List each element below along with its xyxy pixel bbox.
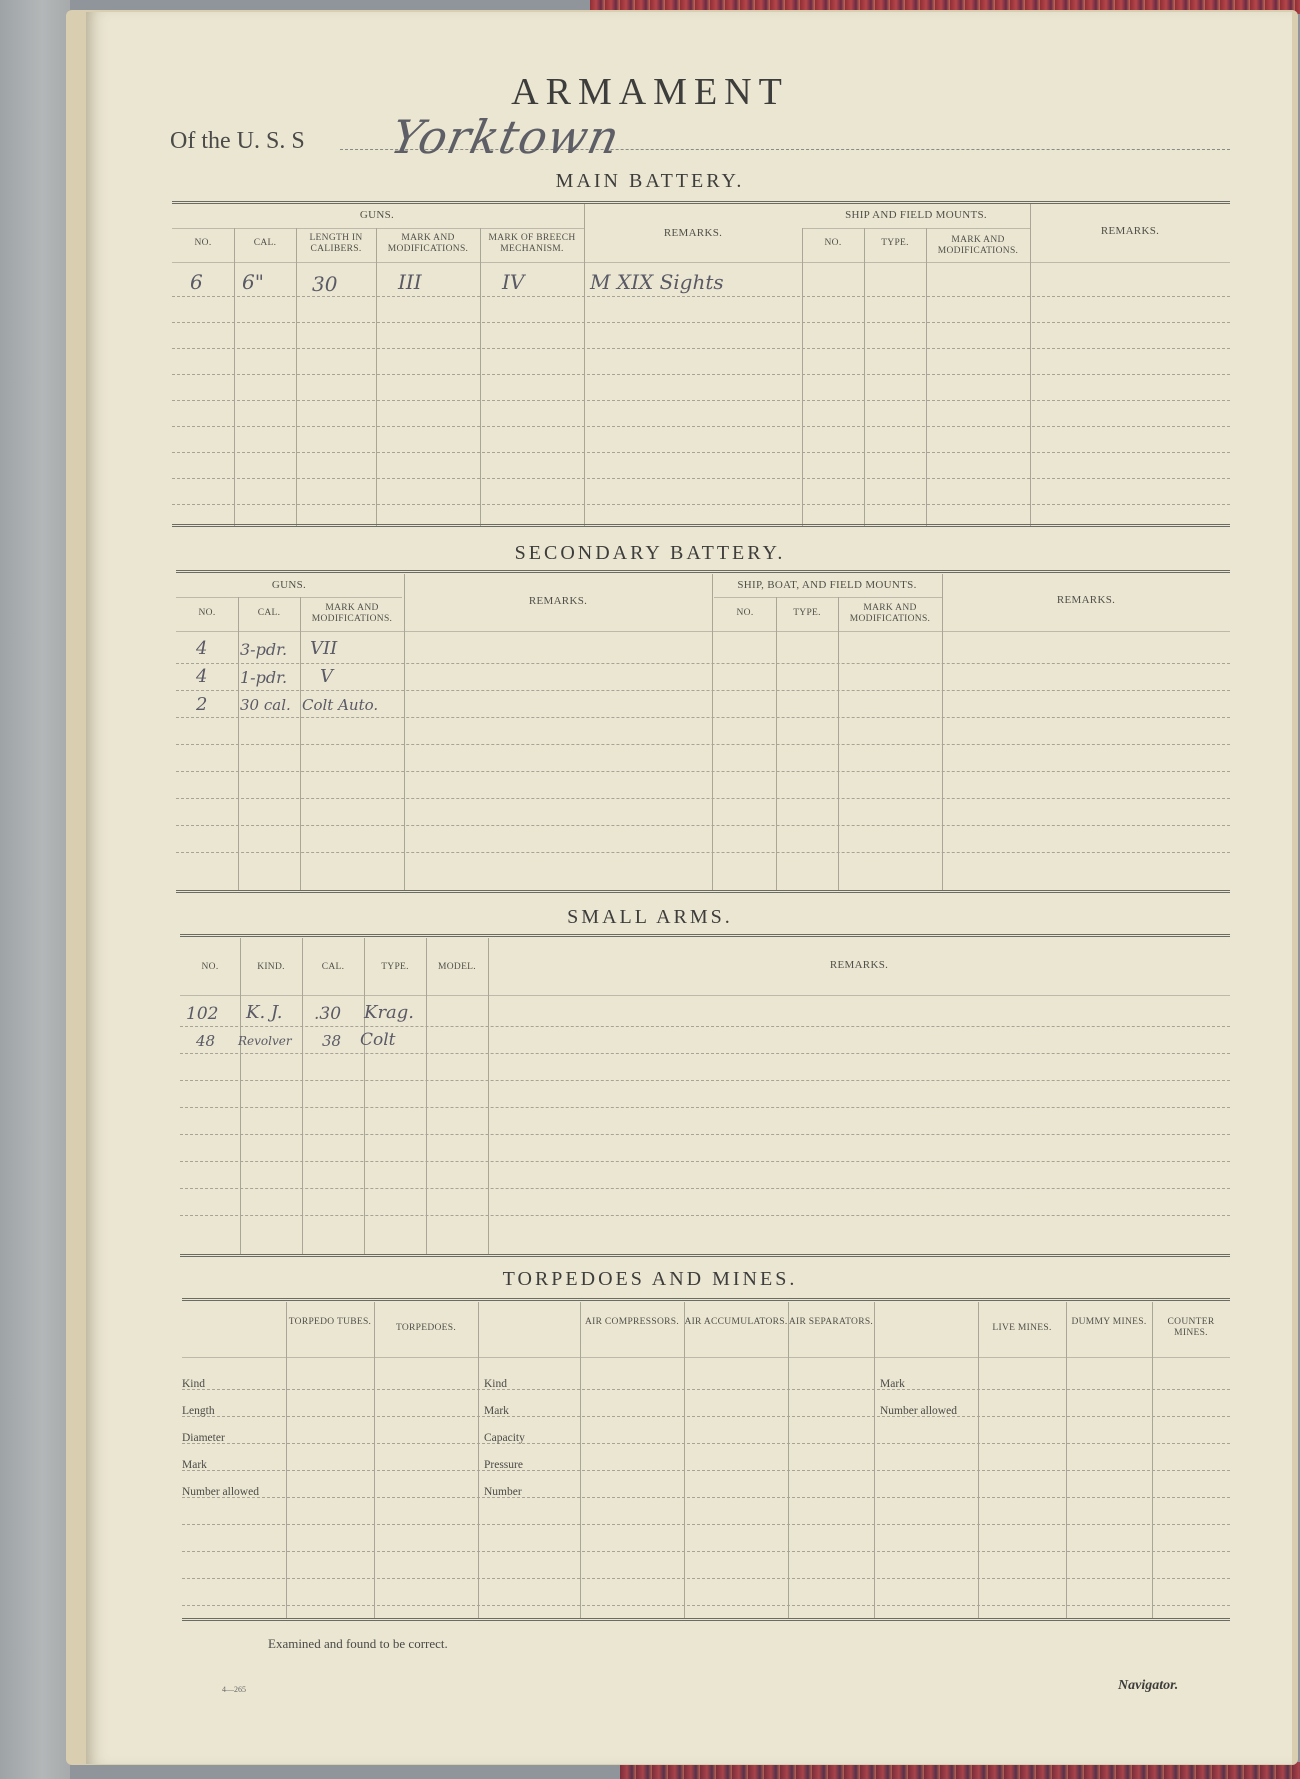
small-arms-col-divider: [240, 938, 241, 1254]
secondary-row-no: 4: [196, 666, 208, 687]
secondary-row-line: [176, 690, 1230, 691]
air-label-mark: Mark: [484, 1405, 509, 1417]
page-title: ARMAMENT: [511, 71, 789, 113]
main-row-line: [172, 426, 1230, 427]
secondary-row-line: [176, 825, 1230, 826]
form-number: 4—265: [222, 1685, 246, 1694]
small-arms-header-no: NO.: [201, 962, 219, 972]
main-row-line: [172, 452, 1230, 453]
main-header-no: NO.: [194, 238, 212, 248]
main-battery-title: MAIN BATTERY.: [555, 170, 745, 192]
secondary-battery-bottom-rule: [176, 890, 1230, 893]
main-col-divider: [926, 228, 927, 526]
main-col-divider: [296, 228, 297, 526]
main-col-divider: [376, 228, 377, 526]
main-row-remarks: M XIX Sights: [590, 270, 724, 294]
secondary-col-divider: [942, 574, 943, 891]
secondary-row-line: [176, 771, 1230, 772]
torpedo-row-line: [182, 1416, 1230, 1417]
small-arms-row-line: [180, 1080, 1230, 1081]
torpedo-row-line: [182, 1443, 1230, 1444]
small-arms-col-divider: [488, 938, 489, 1254]
main-header-cal: CAL.: [253, 238, 277, 248]
main-guns-group-header: GUNS.: [359, 209, 395, 221]
small-arms-col-divider: [302, 938, 303, 1254]
secondary-header-no: NO.: [198, 608, 216, 618]
navigator-label: Navigator.: [1118, 1678, 1179, 1693]
small-arms-row-line: [180, 1134, 1230, 1135]
torpedo-row-line: [182, 1470, 1230, 1471]
secondary-row-line: [176, 744, 1230, 745]
torpedo-header-dummy-mines: DUMMY MINES.: [1071, 1317, 1147, 1327]
secondary-col-divider: [404, 574, 405, 891]
small-arms-row-no: 48: [196, 1032, 216, 1050]
mine-label-mark: Mark: [880, 1378, 905, 1390]
small-arms-title: SMALL ARMS.: [567, 906, 733, 928]
secondary-header-mount-no: NO.: [736, 608, 754, 618]
main-row-no: 6: [190, 270, 203, 294]
main-mounts-group-rule: [802, 228, 1030, 229]
torpedo-label-number-allowed: Number allowed: [182, 1486, 259, 1498]
secondary-header-remarks: REMARKS.: [528, 595, 588, 607]
small-arms-col-divider: [364, 938, 365, 1254]
uss-label: Of the U. S. S: [170, 128, 305, 154]
torpedo-header-tubes: TORPEDO TUBES.: [288, 1317, 372, 1327]
main-row-line: [172, 348, 1230, 349]
secondary-row-line: [176, 798, 1230, 799]
main-row-mark: III: [398, 270, 422, 294]
secondary-row-no: 2: [196, 694, 208, 715]
main-col-divider: [802, 228, 803, 526]
secondary-row-mark: V: [320, 666, 333, 687]
torpedo-col-divider: [1152, 1302, 1153, 1618]
torpedo-col-divider: [286, 1302, 287, 1618]
secondary-row-cal: 3-pdr.: [240, 640, 288, 659]
secondary-header-mount-remarks: REMARKS.: [1056, 594, 1116, 606]
small-arms-row-line: [180, 1026, 1230, 1027]
main-row-length: 30: [312, 272, 338, 296]
torpedo-col-divider: [684, 1302, 685, 1618]
main-header-length: LENGTH IN CALIBERS.: [309, 233, 363, 254]
torpedo-col-divider: [580, 1302, 581, 1618]
small-arms-header-remarks: REMARKS.: [829, 959, 889, 971]
main-row-line: [172, 322, 1230, 323]
book-binding: [0, 0, 70, 1779]
main-header-mount-type: TYPE.: [881, 238, 909, 248]
small-arms-top-rule: [180, 934, 1230, 937]
air-label-capacity: Capacity: [484, 1432, 525, 1444]
small-arms-row-line: [180, 1107, 1230, 1108]
secondary-row-no: 4: [196, 638, 208, 659]
main-header-mount-mark: MARK AND MODIFICATIONS.: [937, 235, 1019, 256]
secondary-col-divider: [712, 574, 713, 891]
main-row-line: [172, 478, 1230, 479]
main-battery-bottom-rule: [172, 524, 1230, 527]
torpedo-col-divider: [788, 1302, 789, 1618]
secondary-header-cal: CAL.: [257, 608, 281, 618]
torpedo-label-kind: Kind: [182, 1378, 205, 1390]
main-header-mount-remarks: REMARKS.: [1100, 225, 1160, 237]
main-header-remarks: REMARKS.: [663, 227, 723, 239]
air-label-kind: Kind: [484, 1378, 507, 1390]
secondary-guns-group-header: GUNS.: [271, 579, 307, 591]
small-arms-row-no: 102: [186, 1004, 219, 1024]
torpedo-col-divider: [874, 1302, 875, 1618]
torpedo-row-line: [182, 1551, 1230, 1552]
secondary-row-cal: 1-pdr.: [240, 668, 288, 687]
small-arms-row-type: Colt: [360, 1030, 396, 1050]
secondary-header-mark: MARK AND MODIFICATIONS.: [311, 603, 393, 624]
main-header-bottom-rule: [172, 262, 1230, 263]
torpedo-header-counter-mines: COUNTER MINES.: [1167, 1317, 1215, 1338]
main-row-line: [172, 400, 1230, 401]
small-arms-row-type: Krag.: [364, 1002, 415, 1023]
torpedoes-header-bottom-rule: [182, 1357, 1230, 1358]
main-row-line: [172, 296, 1230, 297]
main-row-cal: 6": [242, 270, 264, 294]
secondary-row-line: [176, 717, 1230, 718]
small-arms-header-type: TYPE.: [381, 962, 409, 972]
main-battery-top-rule: [172, 201, 1230, 204]
main-header-mark: MARK AND MODIFICATIONS.: [387, 233, 469, 254]
torpedo-col-divider: [374, 1302, 375, 1618]
small-arms-bottom-rule: [180, 1254, 1230, 1257]
air-label-number: Number: [484, 1486, 522, 1498]
secondary-header-bottom-rule: [176, 631, 1230, 632]
main-col-divider: [480, 228, 481, 526]
main-mounts-group-header: SHIP AND FIELD MOUNTS.: [845, 209, 987, 221]
small-arms-row-kind: Revolver: [238, 1034, 292, 1048]
small-arms-col-divider: [426, 938, 427, 1254]
torpedo-col-divider: [978, 1302, 979, 1618]
torpedo-row-line: [182, 1389, 1230, 1390]
torpedo-header-air-accumulators: AIR ACCUMULATORS.: [684, 1317, 788, 1327]
secondary-row-line: [176, 852, 1230, 853]
main-row-breech: IV: [502, 270, 525, 294]
torpedo-header-air-separators: AIR SEPARATORS.: [788, 1317, 874, 1327]
torpedo-label-mark: Mark: [182, 1459, 207, 1471]
secondary-battery-top-rule: [176, 570, 1230, 573]
secondary-row-line: [176, 663, 1230, 664]
air-label-pressure: Pressure: [484, 1459, 523, 1471]
small-arms-row-line: [180, 1053, 1230, 1054]
secondary-row-mark: Colt Auto.: [302, 696, 379, 714]
main-col-divider: [864, 228, 865, 526]
torpedo-label-diameter: Diameter: [182, 1432, 225, 1444]
torpedo-label-length: Length: [182, 1405, 215, 1417]
torpedoes-top-rule: [182, 1298, 1230, 1301]
secondary-mounts-group-header: SHIP, BOAT, AND FIELD MOUNTS.: [737, 579, 917, 591]
torpedo-row-line: [182, 1578, 1230, 1579]
secondary-header-mount-type: TYPE.: [793, 608, 821, 618]
secondary-guns-group-rule: [176, 597, 402, 598]
secondary-mounts-group-rule: [714, 597, 942, 598]
small-arms-header-bottom-rule: [180, 995, 1230, 996]
torpedo-row-line: [182, 1605, 1230, 1606]
torpedo-header-torpedoes: TORPEDOES.: [395, 1323, 457, 1333]
small-arms-row-kind: K. J.: [246, 1002, 283, 1023]
torpedo-col-divider: [1066, 1302, 1067, 1618]
torpedoes-bottom-rule: [182, 1618, 1230, 1621]
small-arms-row-cal: 38: [322, 1032, 342, 1050]
torpedoes-title: TORPEDOES AND MINES.: [502, 1268, 798, 1290]
small-arms-header-model: MODEL.: [438, 962, 476, 972]
small-arms-row-cal: .30: [314, 1004, 342, 1024]
torpedo-col-divider: [478, 1302, 479, 1618]
main-col-divider: [234, 228, 235, 526]
mine-label-number-allowed: Number allowed: [880, 1405, 957, 1417]
main-row-line: [172, 504, 1230, 505]
secondary-battery-title: SECONDARY BATTERY.: [514, 542, 786, 564]
main-header-mount-no: NO.: [824, 238, 842, 248]
main-header-breech: MARK OF BREECH MECHANISM.: [488, 233, 576, 254]
small-arms-header-kind: KIND.: [257, 962, 285, 972]
ship-name: Yorktown: [386, 110, 625, 164]
examined-note: Examined and found to be correct.: [268, 1636, 448, 1651]
torpedo-row-line: [182, 1524, 1230, 1525]
secondary-row-cal: 30 cal.: [240, 696, 291, 714]
main-row-line: [172, 374, 1230, 375]
secondary-row-mark: VII: [310, 638, 338, 659]
small-arms-row-line: [180, 1161, 1230, 1162]
torpedo-header-live-mines: LIVE MINES.: [992, 1323, 1052, 1333]
secondary-header-mount-mark: MARK AND MODIFICATIONS.: [849, 603, 931, 624]
torpedo-row-line: [182, 1497, 1230, 1498]
small-arms-header-cal: CAL.: [321, 962, 345, 972]
small-arms-row-line: [180, 1188, 1230, 1189]
small-arms-row-line: [180, 1215, 1230, 1216]
torpedo-header-air-compressors: AIR COMPRESSORS.: [584, 1317, 680, 1327]
